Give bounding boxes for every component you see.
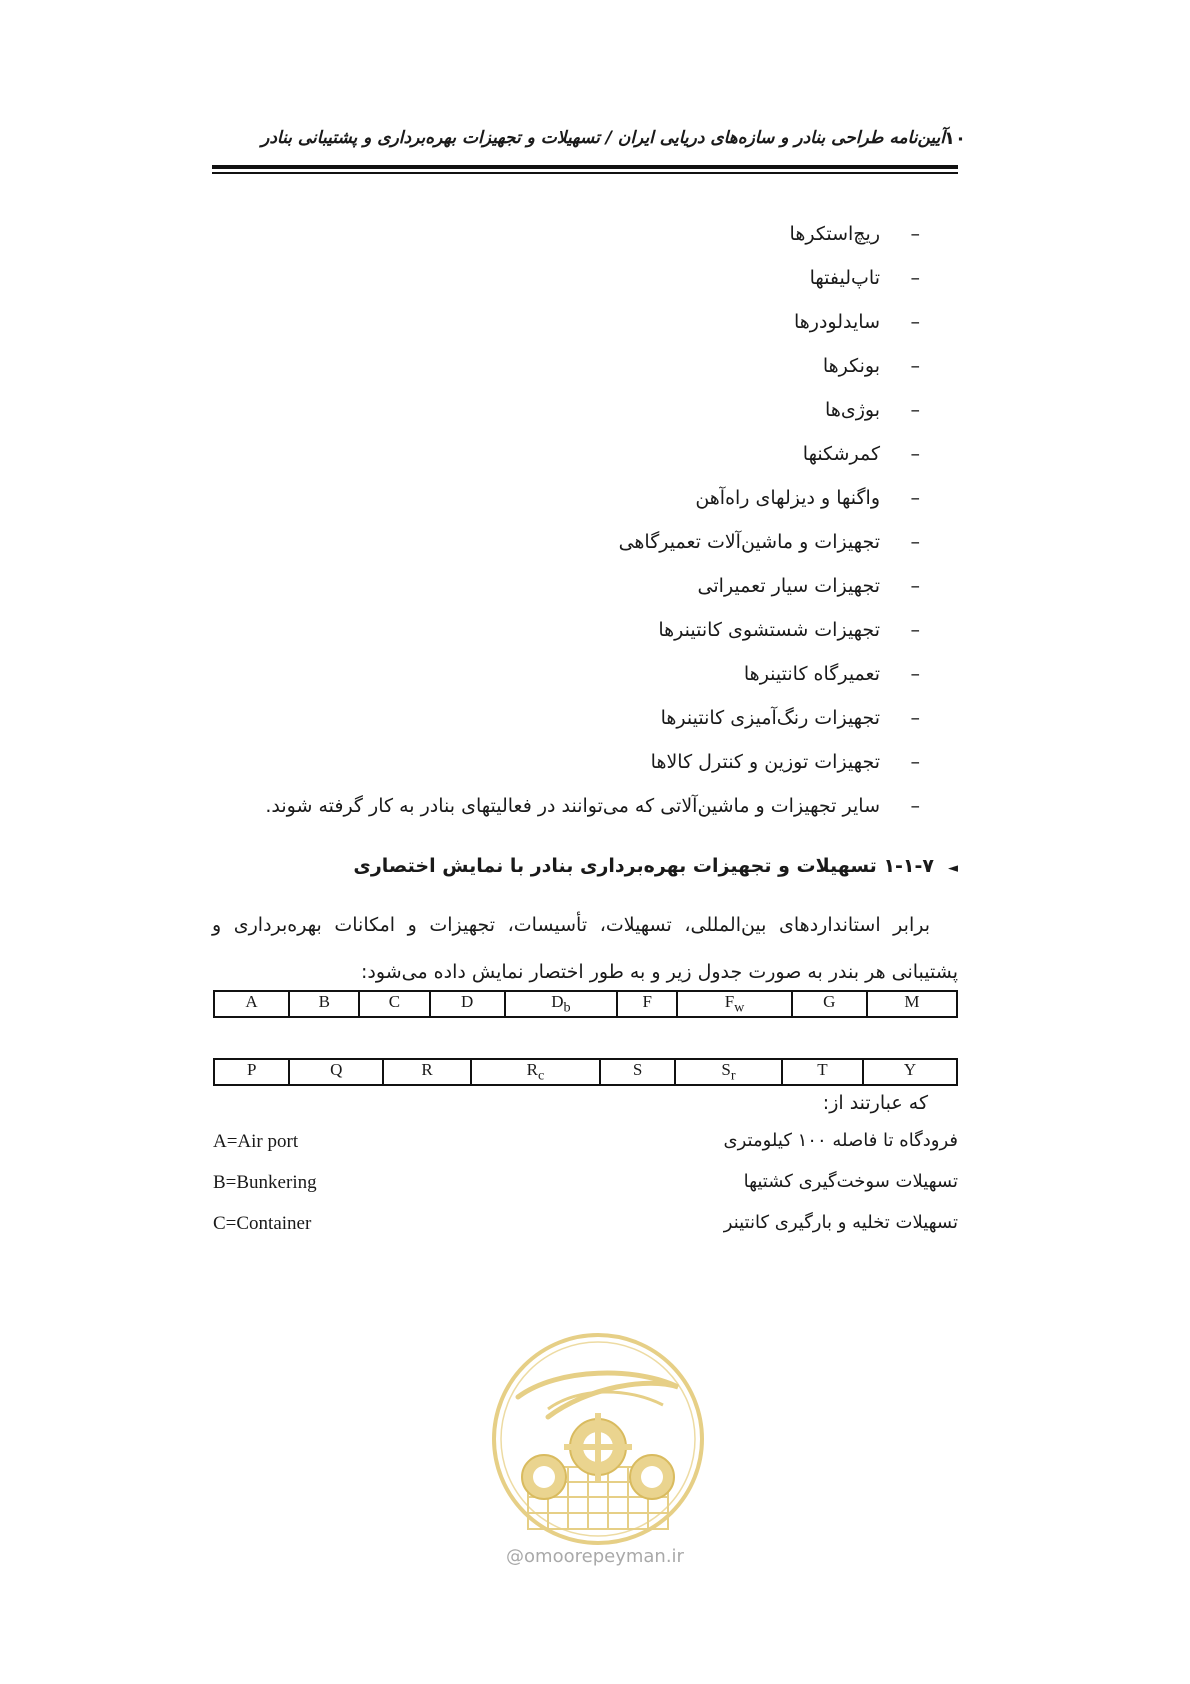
- table-row: [214, 1059, 957, 1085]
- body-paragraph: برابر استانداردهای بین‌المللی، تسهیلات، تأسیسات، تجهیزات و امکانات بهره‌برداری و پشتیبانی هر بندر به صورت جدول زیر و به طور اختصار نمایش داده می‌شود:: [212, 914, 958, 983]
- dash-marker: –: [910, 795, 920, 817]
- list-item: – سایدلودرها: [220, 300, 920, 344]
- list-item: – تجهیزات شستشوی کانتینرها: [220, 608, 920, 652]
- list-item: – بوژی‌ها: [220, 388, 920, 432]
- list-item: – تجهیزات توزین و کنترل کالاها: [220, 740, 920, 784]
- dash-marker: –: [910, 355, 920, 377]
- equipment-list: [220, 212, 920, 828]
- table-cell: A: [214, 991, 289, 1017]
- triangle-marker-icon: ◄: [948, 861, 958, 876]
- table-cell: $R_c$: [471, 1059, 600, 1085]
- header-rule-thick: [212, 165, 958, 169]
- table-cell: Q: [289, 1059, 383, 1085]
- where-text: که عبارتند از:: [822, 1092, 928, 1114]
- table-cell: B: [289, 991, 359, 1017]
- dash-marker: –: [910, 311, 920, 333]
- header-rule-thin: [212, 172, 958, 174]
- dash-marker: –: [910, 487, 920, 509]
- dash-marker: –: [910, 223, 920, 245]
- definition-en: A=Air port: [213, 1131, 299, 1152]
- table-cell: Y: [863, 1059, 957, 1085]
- table-cell: M: [867, 991, 957, 1017]
- table-cell: S: [600, 1059, 675, 1085]
- codes-table-2: [213, 1058, 958, 1086]
- section-title-text: تسهیلات و تجهیزات بهره‌برداری بنادر با نمایش اختصاری: [353, 855, 877, 877]
- list-item: – بونکرها: [220, 344, 920, 388]
- dash-marker: –: [910, 267, 920, 289]
- page-number: ۱۰: [944, 128, 966, 149]
- list-item: – واگنها و دیزلهای راه‌آهن: [220, 476, 920, 520]
- dash-marker: –: [910, 575, 920, 597]
- list-item: – ریچ‌استکرها: [220, 212, 920, 256]
- list-item: – تجهیزات رنگ‌آمیزی کانتینرها: [220, 696, 920, 740]
- section-number: ۱-۱-۷: [883, 855, 934, 877]
- dash-marker: –: [910, 707, 920, 729]
- dash-marker: –: [910, 663, 920, 685]
- table-row: [214, 991, 957, 1017]
- dash-marker: –: [910, 399, 920, 421]
- definition-en: C=Container: [213, 1213, 312, 1234]
- list-item: – تجهیزات سیار تعمیراتی: [220, 564, 920, 608]
- list-item: – سایر تجهیزات و ماشین‌آلاتی که می‌توانند در فعالیتهای بنادر به کار گرفته شوند.: [220, 784, 920, 828]
- list-item: – تعمیرگاه کانتینرها: [220, 652, 920, 696]
- table-cell: $S_r$: [675, 1059, 781, 1085]
- section-heading: [238, 855, 958, 877]
- table-cell: C: [359, 991, 429, 1017]
- table-cell: G: [792, 991, 867, 1017]
- codes-table-1: [213, 990, 958, 1018]
- definition-fa: تسهیلات سوخت‌گیری کشتیها: [743, 1171, 958, 1192]
- table-cell: $F_w$: [677, 991, 791, 1017]
- list-item: – تاپ‌لیفتها: [220, 256, 920, 300]
- dash-marker: –: [910, 751, 920, 773]
- table-cell: T: [782, 1059, 863, 1085]
- table-cell: D: [430, 991, 505, 1017]
- watermark-logo-icon: [488, 1327, 708, 1557]
- dash-marker: –: [910, 619, 920, 641]
- list-item: – تجهیزات و ماشین‌آلات تعمیرگاهی: [220, 520, 920, 564]
- running-header: آیین‌نامه طراحی بنادر و سازه‌های دریایی ایران / تسهیلات و تجهیزات بهره‌برداری و پشتیبانی بنادر: [261, 128, 945, 148]
- dash-marker: –: [910, 443, 920, 465]
- definition-fa: فرودگاه تا فاصله ۱۰۰ کیلومتری: [723, 1130, 958, 1151]
- table-cell: R: [383, 1059, 471, 1085]
- table-cell: P: [214, 1059, 289, 1085]
- dash-marker: –: [910, 531, 920, 553]
- watermark-url: @omoorepeyman.ir: [506, 1546, 684, 1567]
- definition-en: B=Bunkering: [213, 1172, 317, 1193]
- definition-fa: تسهیلات تخلیه و بارگیری کانتینر: [723, 1212, 958, 1233]
- list-item: – کمرشکنها: [220, 432, 920, 476]
- table-cell: $D_b$: [505, 991, 617, 1017]
- table-cell: F: [617, 991, 677, 1017]
